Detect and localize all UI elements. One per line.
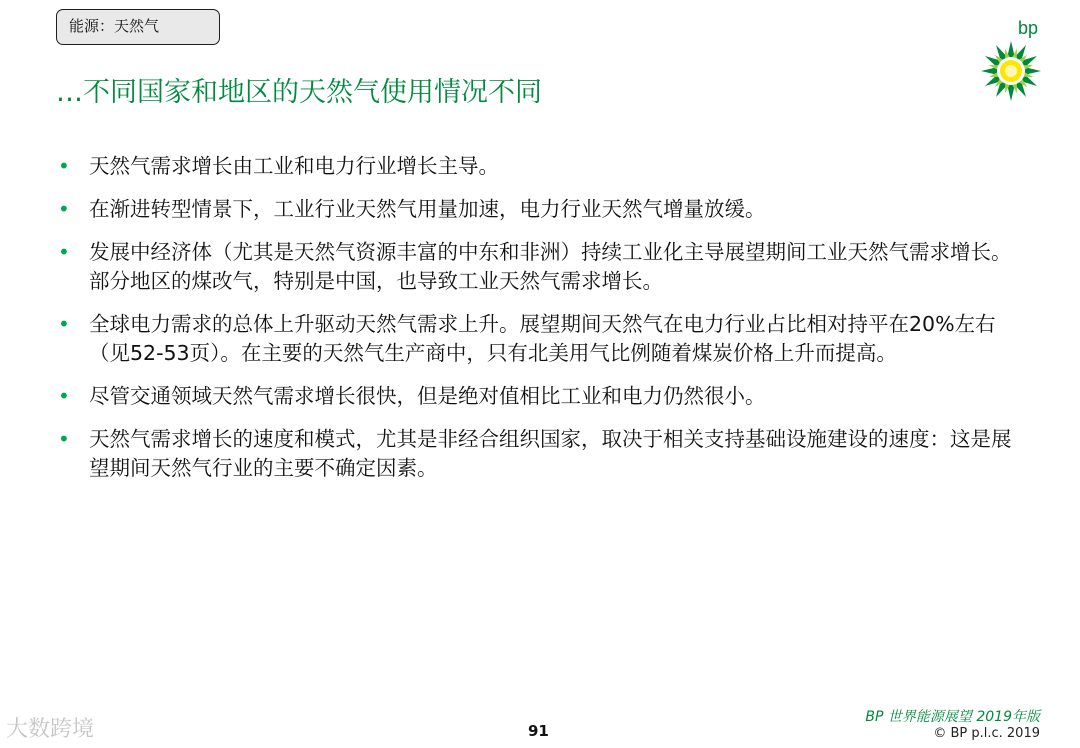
- bullet-marker: •: [58, 197, 70, 221]
- bullet-marker: •: [58, 312, 70, 336]
- helios-sunflower-icon: [980, 40, 1042, 102]
- bullet-item: [56, 425, 1016, 483]
- copyright: © BP p.l.c. 2019: [933, 726, 1040, 741]
- bullet-marker: •: [58, 240, 70, 264]
- bullet-marker: •: [58, 154, 70, 178]
- bullet-text: 尽管交通领域天然气需求增长很快，但是绝对值相比工业和电力仍然很小。: [89, 384, 766, 408]
- section-tag: 能源：天然气: [56, 9, 220, 45]
- bullet-text: 在渐进转型情景下，工业行业天然气用量加速，电力行业天然气增量放缓。: [89, 197, 766, 221]
- bullet-list: [56, 152, 1016, 497]
- bullet-text: 天然气需求增长由工业和电力行业增长主导。: [89, 154, 499, 178]
- bullet-item: [56, 195, 1016, 224]
- bullet-item: [56, 382, 1016, 411]
- bullet-marker: •: [58, 427, 70, 451]
- page-number: 91: [528, 722, 549, 740]
- report-name: BP 世界能源展望 2019年版: [865, 709, 1040, 725]
- bp-wordmark: bp: [1018, 18, 1039, 38]
- watermark: 大数跨境: [6, 717, 95, 742]
- bullet-marker: •: [58, 384, 70, 408]
- bullet-text: 发展中经济体（尤其是天然气资源丰富的中东和非洲）持续工业化主导展望期间工业天然气需求增长。部分地区的煤改气，特别是中国，也导致工业天然气需求增长。: [89, 240, 1012, 293]
- bullet-item: [56, 152, 1016, 181]
- bullet-item: [56, 310, 1016, 368]
- bp-logo: [980, 18, 1046, 104]
- bullet-text: 全球电力需求的总体上升驱动天然气需求上升。展望期间天然气在电力行业占比相对持平在20%左右（见52-53页）。在主要的天然气生产商中，只有北美用气比例随着煤炭价格上升而提高。: [89, 312, 996, 365]
- page-title: …不同国家和地区的天然气使用情况不同: [56, 77, 542, 108]
- bullet-text: 天然气需求增长的速度和模式，尤其是非经合组织国家，取决于相关支持基础设施建设的速度：这是展望期间天然气行业的主要不确定因素。: [89, 427, 1012, 480]
- bullet-item: [56, 238, 1016, 296]
